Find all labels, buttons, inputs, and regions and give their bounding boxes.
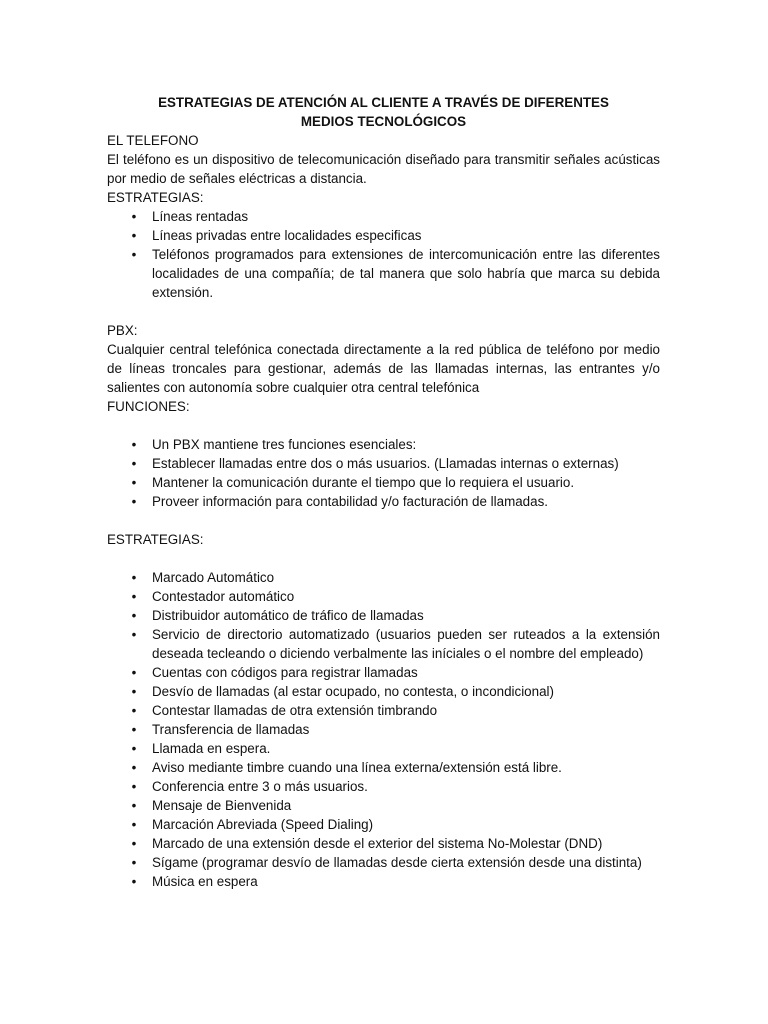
list-item-text: Mantener la comunicación durante el tiempo que lo requiera el usuario.	[152, 475, 575, 490]
list-item-text: Sígame (programar desvío de llamadas desde cierta extensión desde una distinta)	[152, 855, 642, 870]
pbx-strategies-heading: ESTRATEGIAS:	[107, 532, 204, 547]
list-item-text: Música en espera	[152, 874, 258, 889]
bullet-icon: •	[131, 855, 137, 870]
bullet-icon: •	[131, 608, 137, 623]
bullet-icon: •	[131, 228, 137, 243]
document-title-line-1: ESTRATEGIAS DE ATENCIÓN AL CLIENTE A TRAVÉS DE DIFERENTES	[158, 95, 609, 110]
list-item-text: Contestador automático	[152, 589, 295, 604]
list-item-text: Contestar llamadas de otra extensión timbrando	[152, 703, 438, 718]
list-item-text: Cuentas con códigos para registrar llamadas	[152, 665, 418, 680]
bullet-icon: •	[131, 494, 137, 509]
bullet-icon: •	[131, 760, 137, 775]
list-item	[107, 701, 660, 720]
bullet-icon: •	[131, 874, 137, 889]
list-item-text: Teléfonos programados para extensiones de intercomunicación entre las diferentes localidades de una compañía; de tal manera que solo habría que marca su debida extensión.	[152, 247, 660, 300]
spacer	[107, 302, 660, 321]
list-item	[107, 663, 660, 682]
list-item	[107, 492, 660, 511]
bullet-icon: •	[131, 817, 137, 832]
bullet-icon: •	[131, 570, 137, 585]
list-item	[107, 473, 660, 492]
bullet-icon: •	[131, 741, 137, 756]
list-item-text: Establecer llamadas entre dos o más usuarios. (Llamadas internas o externas)	[152, 456, 619, 471]
list-item-text: Servicio de directorio automatizado (usuarios pueden ser ruteados a la extensión deseada tecleando o diciendo verbalmente las iníciales o el nombre del empleado)	[152, 627, 660, 661]
pbx-strategies-list	[107, 568, 660, 891]
spacer	[107, 549, 660, 568]
list-item-text: Distribuidor automático de tráfico de llamadas	[152, 608, 424, 623]
list-item-text: Llamada en espera.	[152, 741, 271, 756]
list-item	[107, 872, 660, 891]
list-item	[107, 207, 660, 226]
list-item-text: Transferencia de llamadas	[152, 722, 310, 737]
bullet-icon: •	[131, 703, 137, 718]
bullet-icon: •	[131, 779, 137, 794]
list-item	[107, 606, 660, 625]
bullet-icon: •	[131, 722, 137, 737]
document-title-line-2: MEDIOS TECNOLÓGICOS	[300, 114, 467, 129]
pbx-description: Cualquier central telefónica conectada directamente a la red pública de teléfono por medio de líneas troncales para gestionar, además de las llamadas internas, las entrantes y/o salientes con autonomía sobre cualquier otra central telefónica	[107, 342, 660, 395]
pbx-heading: PBX:	[107, 323, 138, 338]
telefono-strategies-heading: ESTRATEGIAS:	[107, 190, 204, 205]
pbx-functions-heading: FUNCIONES:	[107, 399, 190, 414]
bullet-icon: •	[131, 437, 137, 452]
list-item-text: Marcado de una extensión desde el exterior del sistema No-Molestar (DND)	[152, 836, 603, 851]
list-item	[107, 435, 660, 454]
telefono-strategies-list	[107, 207, 660, 302]
list-item	[107, 587, 660, 606]
list-item	[107, 245, 660, 302]
list-item	[107, 815, 660, 834]
list-item-text: Líneas rentadas	[152, 209, 249, 224]
list-item	[107, 758, 660, 777]
list-item-text: Marcado Automático	[152, 570, 275, 585]
spacer	[107, 416, 660, 435]
list-item-text: Un PBX mantiene tres funciones esenciales:	[152, 437, 417, 452]
bullet-icon: •	[131, 456, 137, 471]
bullet-icon: •	[131, 209, 137, 224]
list-item-text: Marcación Abreviada (Speed Dialing)	[152, 817, 374, 832]
list-item-text: Aviso mediante timbre cuando una línea externa/extensión está libre.	[152, 760, 562, 775]
bullet-icon: •	[131, 665, 137, 680]
bullet-icon: •	[131, 247, 137, 262]
list-item-text: Líneas privadas entre localidades especificas	[152, 228, 422, 243]
telefono-description: El teléfono es un dispositivo de telecomunicación diseñado para transmitir señales acústicas por medio de señales eléctricas a distancia.	[107, 152, 660, 186]
pbx-functions-list	[107, 435, 660, 511]
list-item	[107, 682, 660, 701]
list-item	[107, 834, 660, 853]
list-item-text: Conferencia entre 3 o más usuarios.	[152, 779, 368, 794]
list-item	[107, 226, 660, 245]
list-item	[107, 796, 660, 815]
list-item	[107, 454, 660, 473]
telefono-heading: EL TELEFONO	[107, 133, 199, 148]
list-item	[107, 625, 660, 663]
bullet-icon: •	[131, 684, 137, 699]
bullet-icon: •	[131, 798, 137, 813]
bullet-icon: •	[131, 589, 137, 604]
list-item-text: Desvío de llamadas (al estar ocupado, no contesta, o incondicional)	[152, 684, 554, 699]
list-item	[107, 777, 660, 796]
list-item-text: Proveer información para contabilidad y/o facturación de llamadas.	[152, 494, 548, 509]
list-item	[107, 853, 660, 872]
list-item	[107, 568, 660, 587]
bullet-icon: •	[131, 475, 137, 490]
spacer	[107, 511, 660, 530]
bullet-icon: •	[131, 627, 137, 642]
list-item	[107, 739, 660, 758]
bullet-icon: •	[131, 836, 137, 851]
list-item	[107, 720, 660, 739]
list-item-text: Mensaje de Bienvenida	[152, 798, 292, 813]
